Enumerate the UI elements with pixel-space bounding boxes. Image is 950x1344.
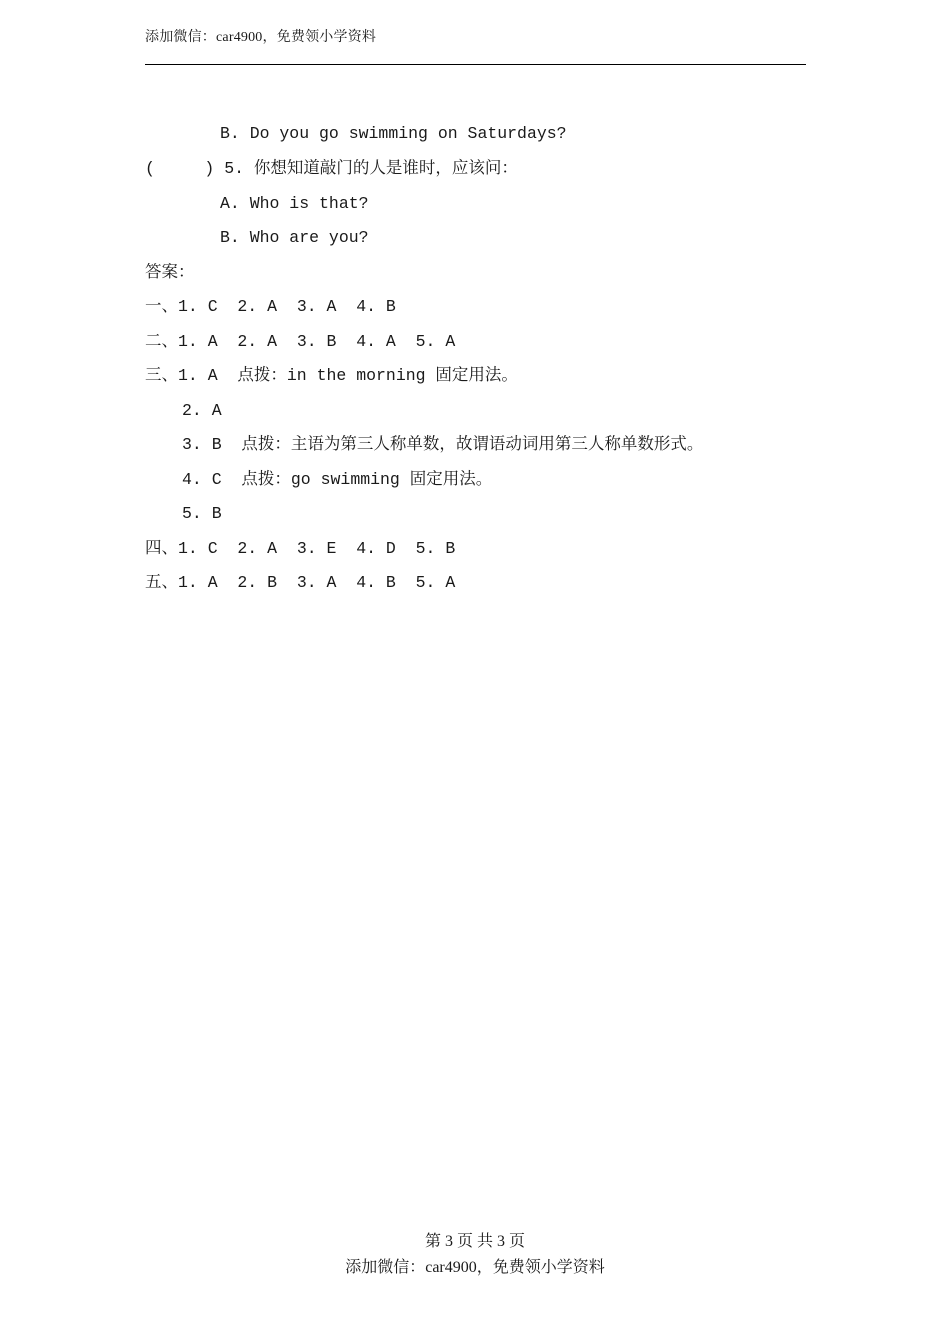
answers-section-1: 一、1. C 2. A 3. A 4. B [145,297,396,316]
answers-section-3-item-4: 4. C 点拨：go swimming 固定用法。 [182,470,493,489]
answers-section-3-item-5: 5. B [182,504,222,523]
answers-section-4: 四、1. C 2. A 3. E 4. D 5. B [145,539,456,558]
question-5-option-b: B. Who are you? [220,228,369,247]
answers-section-3-item-2: 2. A [182,401,222,420]
answers-title: 答案： [145,263,195,282]
page-number: 第 3 页 共 3 页 [424,1233,525,1250]
previous-question-option-b: B. Do you go swimming on Saturdays? [220,124,567,143]
answers-section-3-item-3: 3. B 点拨：主语为第三人称单数，故谓语动词用第三人称单数形式。 [182,435,704,454]
answers-section-5: 五、1. A 2. B 3. A 4. B 5. A [145,573,456,592]
answers-section-3-item-1: 三、1. A 点拨：in the morning 固定用法。 [145,366,518,385]
question-5-option-a: A. Who is that? [220,194,369,213]
answers-section-2: 二、1. A 2. A 3. B 4. A 5. A [145,332,456,351]
header-divider [145,64,806,65]
question-5-stem: ( ) 5. 你想知道敲门的人是谁时，应该问： [145,159,518,178]
footer-text: 添加微信：car4900，免费领小学资料 [345,1259,605,1276]
header-text: 添加微信：car4900，免费领小学资料 [145,30,377,45]
